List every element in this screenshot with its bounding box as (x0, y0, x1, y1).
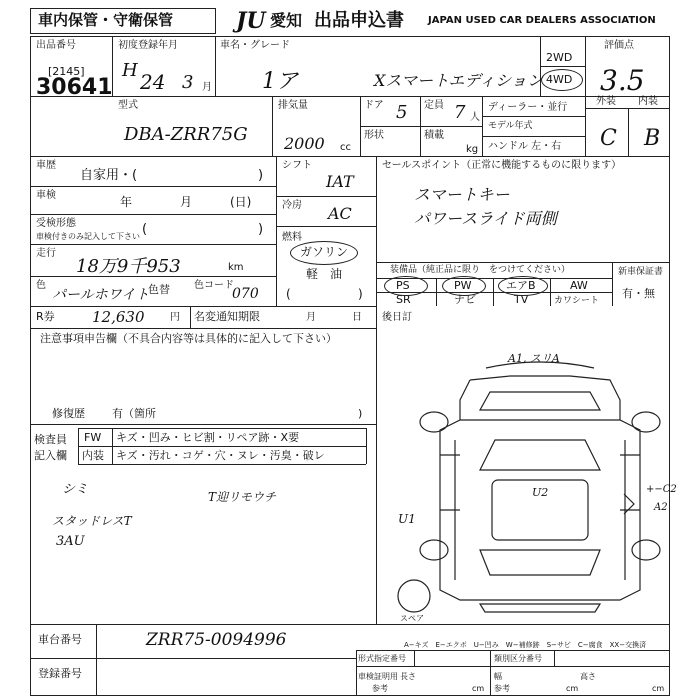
inspector-label: 検査員記入欄 (34, 433, 67, 462)
width-cm: cm (566, 684, 579, 693)
lot-label: 出品番号 (36, 40, 76, 51)
selling-line1: スマートキー (414, 185, 510, 204)
lot-sub: [2145] (48, 65, 85, 78)
receive-note: 車検付きのみ記入して下さい (36, 232, 140, 241)
diagram-top-note: A1, スリA (508, 352, 560, 365)
inspector-row1-items: キズ・凹み・ヒビ割・リペア跡・X要 (116, 431, 300, 444)
header-left-title: 車内保管・守衛保管 (38, 11, 174, 29)
deadline-day: 日 (352, 312, 362, 323)
caution-label: 注意事項申告欄（不具合内容等は具体的に記入して下さい） (40, 332, 337, 345)
reference-label: 参考 (372, 684, 388, 693)
ju-logo: JU (236, 8, 266, 34)
deadline-label: 名変通知期限 (194, 310, 260, 323)
seats-unit: 人 (470, 112, 480, 123)
form-title: 出品申込書 (314, 10, 404, 31)
chassis-label: 車台番号 (38, 633, 82, 646)
inspector-hand4: 3AU (56, 534, 85, 549)
recycle-label: R券 (36, 310, 55, 323)
year-value: 24 (140, 70, 166, 94)
handle-label: ハンドル 左・右 (488, 141, 562, 152)
model-year-label: モデル年式 (488, 121, 533, 131)
name-grade-label: 車名・グレード (220, 40, 290, 51)
doors-label: ドア (364, 100, 384, 111)
seats-label: 定員 (424, 100, 444, 111)
deadline-month: 月 (306, 312, 316, 323)
history-close: ) (258, 168, 264, 183)
inspector-hand1: シミ (62, 482, 89, 497)
exterior-grade: C (600, 126, 617, 151)
receive-label: 受検形態 (36, 218, 76, 229)
equipment-ps: PS (396, 279, 410, 292)
shape-label: 形状 (364, 130, 384, 141)
length-label: 長さ (400, 672, 416, 681)
drive-4wd: 4WD (546, 73, 573, 86)
shift-label: シフト (282, 160, 312, 171)
model-code: DBA-ZRR75G (124, 124, 248, 145)
shift-value: IAT (326, 172, 354, 191)
height-label: 高さ (580, 672, 596, 681)
load-label: 積載 (424, 130, 444, 141)
repair-value: 有（箇所 (112, 407, 156, 420)
inspector-hand3: スタッドレスT (52, 514, 132, 528)
model-label: 型式 (118, 100, 138, 111)
history-label: 車歴 (36, 160, 56, 171)
displacement: 2000 (284, 134, 325, 153)
grade: Xスマートエディション (374, 71, 543, 90)
chassis-value: ZRR75-0094996 (146, 630, 287, 650)
inspection-month: 月 (180, 195, 193, 209)
equipment-airbag: エアB (506, 279, 536, 292)
fuel-close: ) (358, 287, 363, 301)
kg-unit: kg (466, 144, 479, 155)
selling-line2: パワースライド両側 (414, 209, 557, 228)
category-label: 類別区分番号 (494, 654, 542, 663)
inspection-label: 車検 (36, 190, 56, 201)
month-unit: 月 (202, 82, 212, 93)
color-code-label: 色コード (194, 280, 234, 291)
selling-label: セールスポイント（正常に機能するものに限ります） (382, 160, 622, 171)
diagram-center-note: U2 (532, 486, 549, 499)
dealer-label: ディーラー・並行 (488, 102, 568, 113)
drive-2wd: 2WD (546, 51, 573, 64)
equipment-pw: PW (454, 279, 472, 292)
fuel-open: ( (286, 287, 291, 301)
month-value: 3 (182, 72, 194, 93)
width-label: 幅 (494, 672, 502, 681)
receive-close: ) (258, 222, 264, 237)
warranty-value: 有・無 (622, 287, 655, 300)
score: 3.5 (600, 64, 645, 97)
first-reg-label: 初度登録年月 (118, 40, 178, 51)
cert-label: 車検証明用 (358, 672, 398, 681)
score-label: 評価点 (604, 40, 634, 51)
recycle-value: 12,630 (92, 308, 145, 326)
color-value: パールホワイト (52, 287, 150, 303)
fuel-gasoline: ガソリン (300, 245, 349, 259)
warranty-label: 新車保証書 (618, 267, 664, 277)
reg-label: 登録番号 (38, 667, 82, 680)
org-name: 愛知 (270, 11, 303, 30)
cc-unit: cc (340, 142, 351, 153)
equipment-seat: カワシート (554, 296, 600, 306)
equipment-navi: ナビ (454, 293, 476, 306)
inspector-row2-items: キズ・汚れ・コゲ・穴・ヌレ・汚臭・破レ (116, 449, 325, 462)
diagram-right-note: +−C2 (646, 484, 677, 495)
rear-label: 後日訂 (382, 312, 412, 323)
displacement-label: 排気量 (278, 100, 308, 111)
diagram-left-note: U1 (398, 512, 416, 526)
fuel-label: 燃料 (282, 232, 302, 243)
era-value: H (122, 60, 138, 81)
type-designation-label: 形式指定番号 (358, 654, 406, 663)
inspector-row1-head: FW (84, 431, 102, 444)
equipment-aw: AW (570, 279, 588, 292)
car-name: 1ア (262, 69, 298, 94)
height-cm: cm (652, 684, 665, 693)
lot-number: 30641 (36, 75, 113, 100)
diagram-right-note2: A2 (654, 502, 668, 513)
repair-close: ) (358, 407, 363, 420)
equipment-sr: SR (396, 293, 411, 306)
inspection-year: 年 (120, 195, 133, 209)
mileage-value: 18万9千953 (76, 256, 181, 277)
doors: 5 (396, 102, 408, 123)
ac-value: AC (328, 204, 352, 223)
exterior-label: 外装 (596, 96, 616, 107)
color-change-label: 色替 (148, 283, 170, 296)
history-value: 自家用・( (80, 168, 138, 183)
equipment-tv: TV (514, 293, 529, 306)
association-name: JAPAN USED CAR DEALERS ASSOCIATION (428, 15, 656, 26)
ac-label: 冷房 (282, 200, 302, 211)
km-unit: km (228, 262, 244, 273)
inspector-row2-head: 内装 (82, 449, 104, 462)
color-code: 070 (232, 286, 259, 302)
interior-label: 内装 (638, 96, 658, 107)
mileage-label: 走行 (36, 248, 56, 259)
seats: 7 (454, 102, 466, 123)
inspector-hand2: T迎リモウチ (208, 490, 277, 504)
damage-legend: A−キズ E−エクボ U−凹み W−補修跡 S−サビ C−腐食 XX−交換済 (404, 641, 647, 649)
recycle-unit: 円 (170, 312, 180, 323)
receive-open: ( (142, 222, 148, 237)
inspection-day: (日) (230, 195, 252, 209)
length-cm: cm (472, 684, 485, 693)
fuel-diesel: 軽 油 (306, 267, 343, 281)
repair-label: 修復歴 (52, 407, 85, 420)
spare-label: スペア (400, 614, 424, 623)
equipment-label: 装備品（純正品に限り をつけてください） (390, 265, 571, 275)
reference-label-2: 参考 (494, 684, 510, 693)
color-label: 色 (36, 280, 46, 291)
interior-grade: B (644, 126, 661, 151)
